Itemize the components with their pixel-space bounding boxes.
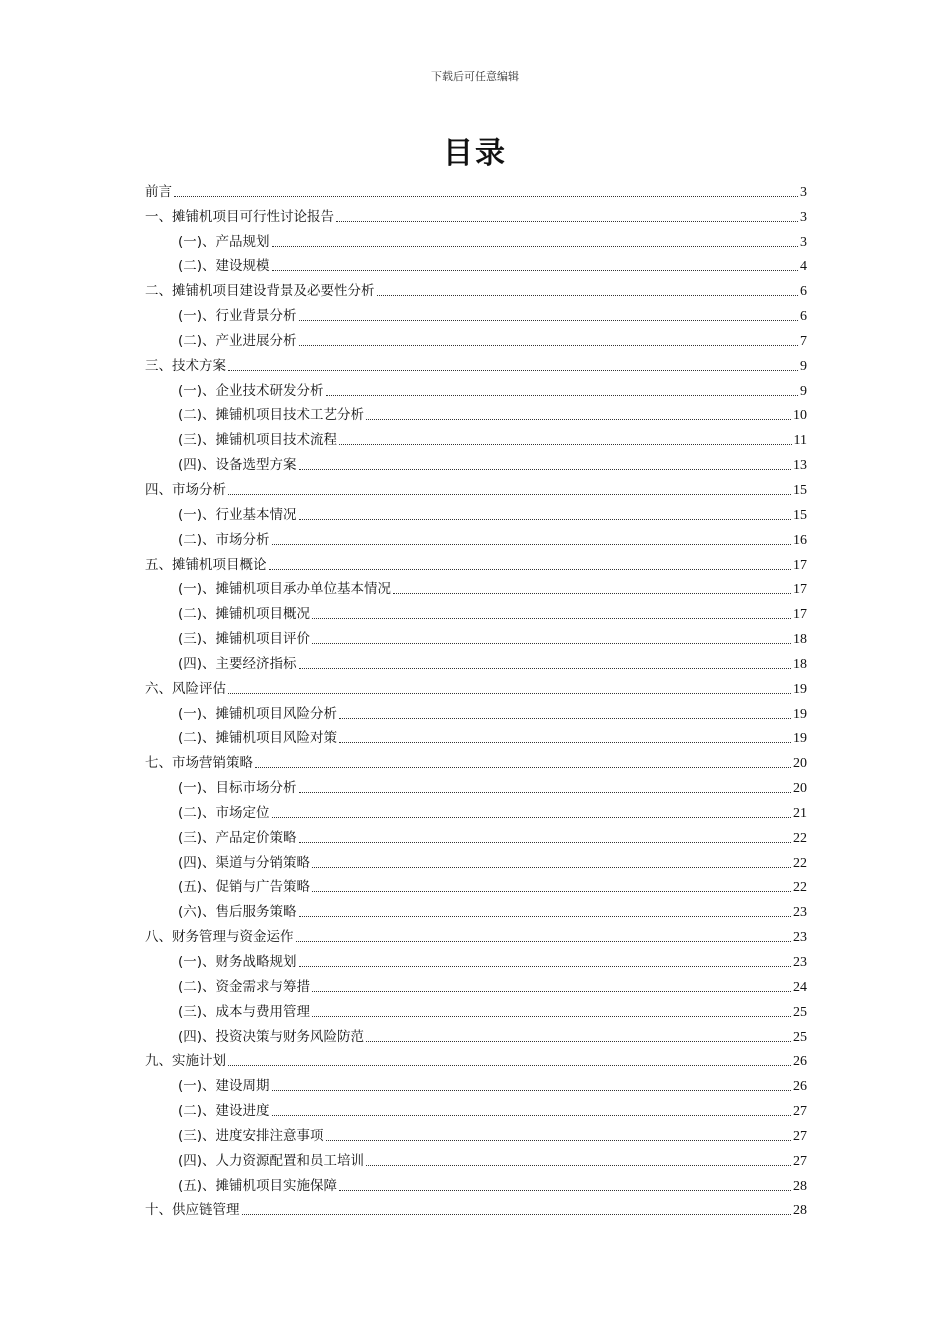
toc-leader-dots	[296, 941, 792, 942]
toc-entry[interactable]	[145, 1021, 807, 1046]
toc-entry-label: (二)、摊铺机项目技术工艺分析	[178, 407, 365, 424]
page-header: 下载后可任意编辑	[431, 70, 519, 83]
toc-entry[interactable]	[145, 971, 807, 996]
toc-leader-dots	[366, 419, 791, 420]
toc-entry-label: 九、实施计划	[145, 1053, 226, 1070]
toc-leader-dots	[339, 1190, 791, 1191]
toc-entry-page-number: 18	[793, 632, 807, 648]
toc-entry-label: (二)、市场定位	[178, 804, 270, 821]
toc-entry[interactable]	[145, 375, 807, 400]
toc-entry-label: (五)、摊铺机项目实施保障	[178, 1177, 338, 1194]
toc-entry-page-number: 18	[793, 656, 807, 672]
toc-entry-label: (一)、企业技术研发分析	[178, 382, 324, 399]
toc-entry-label: (四)、渠道与分销策略	[178, 854, 311, 871]
toc-entry-page-number: 27	[793, 1153, 807, 1169]
toc-entry-label: (一)、行业基本情况	[178, 506, 297, 523]
toc-entry-page-number: 28	[793, 1178, 807, 1194]
toc-entry-page-number: 22	[793, 830, 807, 846]
toc-leader-dots	[299, 345, 798, 346]
toc-leader-dots	[228, 1065, 791, 1066]
toc-entry-page-number: 3	[800, 184, 807, 200]
toc-entry[interactable]	[145, 499, 807, 524]
toc-entry[interactable]	[145, 424, 807, 449]
toc-leader-dots	[336, 221, 798, 222]
toc-entry-label: 六、风险评估	[145, 680, 226, 697]
toc-entry-page-number: 22	[793, 880, 807, 896]
toc-entry[interactable]	[145, 201, 807, 226]
toc-leader-dots	[269, 569, 792, 570]
toc-leader-dots	[312, 643, 791, 644]
toc-entry[interactable]	[145, 797, 807, 822]
toc-entry-label: (三)、成本与费用管理	[178, 1003, 311, 1020]
toc-entry[interactable]	[145, 1046, 807, 1071]
toc-entry-label: 四、市场分析	[145, 481, 226, 498]
toc-entry-label: (四)、投资决策与财务风险防范	[178, 1028, 365, 1045]
toc-entry-page-number: 13	[793, 458, 807, 474]
toc-entry-page-number: 15	[793, 482, 807, 498]
toc-leader-dots	[299, 469, 791, 470]
toc-entry-page-number: 27	[793, 1104, 807, 1120]
toc-entry-page-number: 19	[793, 706, 807, 722]
table-of-contents	[145, 176, 807, 1219]
toc-entry-label: 三、技术方案	[145, 357, 226, 374]
toc-entry[interactable]	[145, 275, 807, 300]
toc-leader-dots	[174, 196, 798, 197]
toc-entry-page-number: 24	[793, 979, 807, 995]
toc-entry-page-number: 21	[793, 805, 807, 821]
toc-entry-page-number: 3	[800, 209, 807, 225]
toc-leader-dots	[312, 618, 791, 619]
toc-entry[interactable]	[145, 474, 807, 499]
toc-entry[interactable]	[145, 325, 807, 350]
toc-leader-dots	[366, 1165, 791, 1166]
toc-entry-label: (三)、产品定价策略	[178, 829, 297, 846]
toc-leader-dots	[312, 891, 791, 892]
toc-entry[interactable]	[145, 598, 807, 623]
toc-entry-page-number: 4	[800, 259, 807, 275]
toc-entry-label: 前言	[145, 183, 172, 200]
toc-entry[interactable]	[145, 648, 807, 673]
toc-entry[interactable]	[145, 772, 807, 797]
toc-entry-label: (二)、摊铺机项目概况	[178, 606, 311, 623]
toc-entry[interactable]	[145, 251, 807, 276]
toc-entry[interactable]	[145, 946, 807, 971]
toc-leader-dots	[272, 246, 798, 247]
toc-entry[interactable]	[145, 847, 807, 872]
toc-entry-page-number: 26	[793, 1079, 807, 1095]
toc-entry-page-number: 9	[800, 358, 807, 374]
toc-entry[interactable]	[145, 1070, 807, 1095]
toc-entry-page-number: 17	[793, 607, 807, 623]
toc-entry-page-number: 3	[800, 234, 807, 250]
toc-entry[interactable]	[145, 723, 807, 748]
toc-entry-label: (三)、摊铺机项目评价	[178, 631, 311, 648]
toc-entry[interactable]	[145, 1195, 807, 1220]
toc-entry[interactable]	[145, 896, 807, 921]
toc-leader-dots	[339, 444, 791, 445]
toc-entry[interactable]	[145, 996, 807, 1021]
toc-leader-dots	[339, 742, 791, 743]
toc-entry-page-number: 26	[793, 1054, 807, 1070]
toc-entry-page-number: 25	[793, 1004, 807, 1020]
toc-leader-dots	[272, 817, 791, 818]
toc-entry-page-number: 27	[793, 1128, 807, 1144]
toc-leader-dots	[312, 867, 791, 868]
toc-entry[interactable]	[145, 549, 807, 574]
toc-entry-page-number: 23	[793, 905, 807, 921]
toc-entry[interactable]	[145, 1095, 807, 1120]
toc-entry-label: 七、市场营销策略	[145, 755, 253, 772]
toc-entry[interactable]	[145, 822, 807, 847]
toc-entry-page-number: 15	[793, 507, 807, 523]
toc-entry-label: (二)、建设规模	[178, 258, 270, 275]
toc-entry-label: (二)、摊铺机项目风险对策	[178, 730, 338, 747]
toc-entry-page-number: 6	[800, 284, 807, 300]
toc-entry-page-number: 20	[793, 756, 807, 772]
toc-leader-dots	[366, 1041, 791, 1042]
toc-leader-dots	[272, 270, 798, 271]
toc-leader-dots	[228, 494, 791, 495]
toc-leader-dots	[393, 593, 791, 594]
toc-leader-dots	[339, 718, 791, 719]
toc-entry-page-number: 25	[793, 1029, 807, 1045]
toc-entry[interactable]	[145, 1120, 807, 1145]
toc-entry[interactable]	[145, 226, 807, 251]
toc-entry-page-number: 16	[793, 532, 807, 548]
toc-entry[interactable]	[145, 400, 807, 425]
toc-leader-dots	[228, 370, 798, 371]
toc-leader-dots	[255, 767, 791, 768]
toc-entry[interactable]	[145, 524, 807, 549]
toc-leader-dots	[326, 395, 798, 396]
toc-entry-label: (一)、目标市场分析	[178, 780, 297, 797]
toc-entry-label: 一、摊铺机项目可行性讨论报告	[145, 208, 334, 225]
toc-entry[interactable]	[145, 747, 807, 772]
toc-entry[interactable]	[145, 176, 807, 201]
toc-leader-dots	[299, 519, 791, 520]
toc-entry-label: (一)、行业背景分析	[178, 308, 297, 325]
toc-entry[interactable]	[145, 350, 807, 375]
toc-entry-page-number: 23	[793, 955, 807, 970]
toc-entry-page-number: 9	[800, 383, 807, 399]
toc-entry-label: (五)、促销与广告策略	[178, 879, 311, 896]
toc-entry-label: (四)、主要经济指标	[178, 655, 297, 672]
toc-leader-dots	[299, 320, 798, 321]
toc-entry-label: (一)、财务战略规划	[178, 954, 297, 970]
toc-entry[interactable]	[145, 1145, 807, 1170]
toc-entry-page-number: 19	[793, 731, 807, 747]
toc-entry-page-number: 23	[793, 930, 807, 946]
toc-entry[interactable]	[145, 1170, 807, 1195]
toc-entry-label: (四)、设备选型方案	[178, 457, 297, 474]
toc-entry[interactable]	[145, 698, 807, 723]
toc-entry[interactable]	[145, 623, 807, 648]
toc-entry[interactable]	[145, 921, 807, 946]
toc-leader-dots	[299, 842, 791, 843]
toc-entry-label: 八、财务管理与资金运作	[145, 929, 294, 946]
toc-leader-dots	[299, 916, 791, 917]
toc-entry-page-number: 17	[793, 557, 807, 573]
toc-entry-label: 五、摊铺机项目概论	[145, 556, 267, 573]
toc-entry-label: (三)、摊铺机项目技术流程	[178, 432, 338, 449]
toc-leader-dots	[299, 668, 791, 669]
toc-entry-label: (一)、摊铺机项目承办单位基本情况	[178, 581, 392, 598]
toc-entry-label: (四)、人力资源配置和员工培训	[178, 1152, 365, 1169]
toc-entry-label: (三)、进度安排注意事项	[178, 1127, 324, 1144]
toc-entry-label: (二)、市场分析	[178, 531, 270, 548]
toc-leader-dots	[377, 295, 799, 296]
page-title: 目录	[443, 136, 507, 171]
toc-entry-label: 十、供应链管理	[145, 1202, 240, 1219]
toc-leader-dots	[242, 1214, 792, 1215]
toc-entry-label: (六)、售后服务策略	[178, 904, 297, 921]
toc-entry-page-number: 17	[793, 582, 807, 598]
toc-entry-page-number: 6	[800, 309, 807, 325]
toc-leader-dots	[272, 544, 791, 545]
toc-leader-dots	[228, 693, 791, 694]
toc-entry[interactable]	[145, 449, 807, 474]
toc-entry[interactable]	[145, 673, 807, 698]
toc-entry-label: (二)、建设进度	[178, 1103, 270, 1120]
toc-leader-dots	[299, 966, 791, 967]
toc-entry-label: (二)、资金需求与筹措	[178, 978, 311, 995]
toc-entry-page-number: 22	[793, 855, 807, 871]
toc-leader-dots	[272, 1115, 791, 1116]
toc-entry-label: (二)、产业进展分析	[178, 332, 297, 349]
toc-entry-page-number: 20	[793, 781, 807, 797]
toc-leader-dots	[312, 991, 791, 992]
toc-entry[interactable]	[145, 574, 807, 599]
toc-entry-label: (一)、产品规划	[178, 233, 270, 250]
toc-entry-page-number: 7	[800, 333, 807, 349]
toc-entry-label: 二、摊铺机项目建设背景及必要性分析	[145, 283, 375, 300]
toc-entry-page-number: 11	[793, 433, 807, 449]
toc-entry-page-number: 19	[793, 681, 807, 697]
toc-entry[interactable]	[145, 300, 807, 325]
toc-leader-dots	[312, 1016, 791, 1017]
toc-entry-label: (一)、建设周期	[178, 1078, 270, 1095]
toc-leader-dots	[299, 792, 791, 793]
toc-entry-page-number: 10	[793, 408, 807, 424]
toc-leader-dots	[326, 1140, 791, 1141]
toc-entry[interactable]	[145, 872, 807, 897]
toc-leader-dots	[272, 1090, 791, 1091]
toc-entry-label: (一)、摊铺机项目风险分析	[178, 705, 338, 722]
toc-entry-page-number: 28	[793, 1203, 807, 1219]
